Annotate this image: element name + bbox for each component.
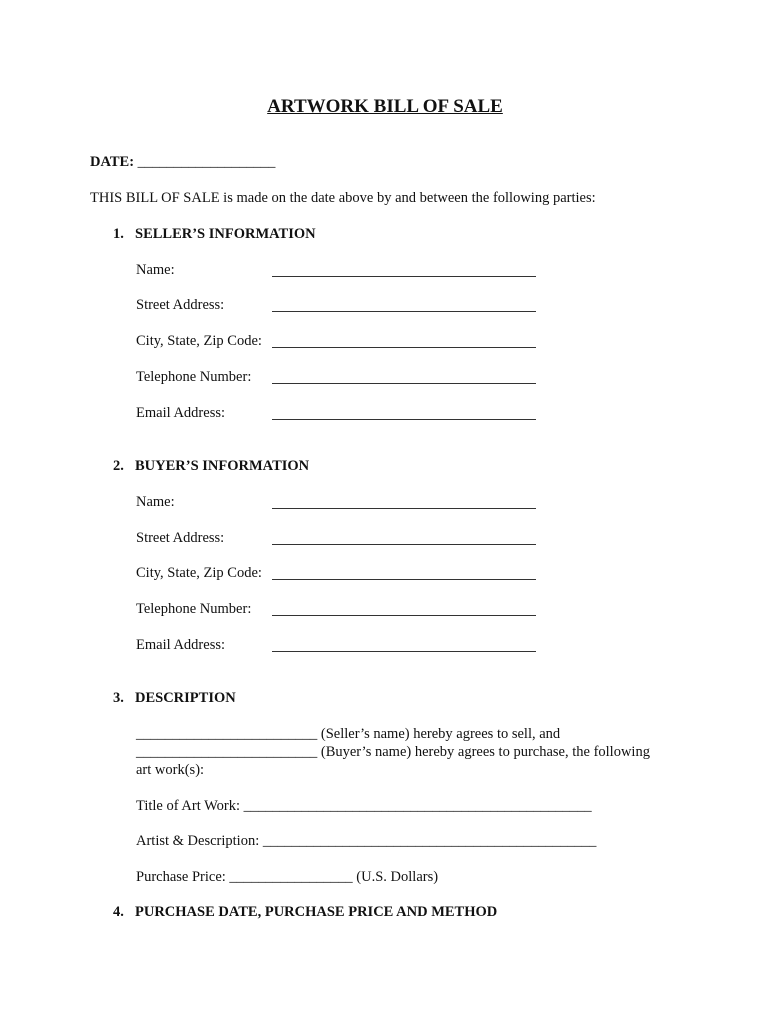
description-line-1 [136,725,560,743]
buyer-name-blank[interactable]: _________________________ [136,744,318,760]
date-field[interactable]: ___________________ [137,154,276,170]
intro-paragraph: THIS BILL OF SALE is made on the date above by and between the following parties: [90,190,596,206]
seller-city-field[interactable] [272,347,536,348]
buyer-street-field[interactable] [272,544,536,545]
purchase-price-row [136,868,438,886]
buyer-name-field[interactable] [272,508,536,509]
date-label-text: DATE: [90,154,135,170]
seller-email-field[interactable] [272,419,536,420]
seller-email-label: Email Address: [136,405,226,421]
description-section-heading [113,689,236,707]
buyer-street-label: Street Address: [136,530,225,546]
description-line-2-text: (Buyer’s name) hereby agrees to purchase, the following [320,744,650,760]
purchase-price-field[interactable]: _________________ [229,869,353,885]
purchase-section-heading [113,903,497,921]
art-title-label: Title of Art Work: [136,798,240,814]
artist-description-label: Artist & Description: [136,833,260,849]
buyer-email-field[interactable] [272,651,536,652]
description-section-title: DESCRIPTION [135,690,236,706]
seller-section-title: SELLER’S INFORMATION [135,226,316,242]
document-title: ARTWORK BILL OF SALE [267,96,503,117]
artist-description-row [136,832,596,850]
buyer-city-label: City, State, Zip Code: [136,565,262,581]
seller-name-field[interactable] [272,276,536,277]
seller-city-label: City, State, Zip Code: [136,333,262,349]
seller-section-heading [113,225,316,243]
buyer-section-number: 2. [113,458,124,474]
description-section-number: 3. [113,690,124,706]
description-line-3: art work(s): [136,762,205,778]
purchase-section-number: 4. [113,904,124,920]
seller-section-number: 1. [113,226,124,242]
description-line-2 [136,743,650,761]
purchase-price-currency: (U.S. Dollars) [356,869,439,885]
artist-description-field[interactable]: ______________________________________________ [262,833,597,849]
seller-street-field[interactable] [272,311,536,312]
purchase-section-title: PURCHASE DATE, PURCHASE PRICE AND METHOD [135,904,498,920]
seller-phone-field[interactable] [272,383,536,384]
buyer-phone-field[interactable] [272,615,536,616]
seller-name-blank[interactable]: _________________________ [136,726,318,742]
seller-name-label: Name: [136,262,175,278]
description-line-1-text: (Seller’s name) hereby agrees to sell, and [320,726,561,742]
seller-street-label: Street Address: [136,297,225,313]
art-title-field[interactable]: ________________________________________________ [243,798,592,814]
date-label [90,153,275,171]
buyer-phone-label: Telephone Number: [136,601,252,617]
buyer-name-label: Name: [136,494,175,510]
art-title-row [136,797,592,815]
purchase-price-label: Purchase Price: [136,869,226,885]
seller-phone-label: Telephone Number: [136,369,252,385]
buyer-email-label: Email Address: [136,637,226,653]
buyer-section-title: BUYER’S INFORMATION [135,458,310,474]
buyer-section-heading [113,457,309,475]
buyer-city-field[interactable] [272,579,536,580]
